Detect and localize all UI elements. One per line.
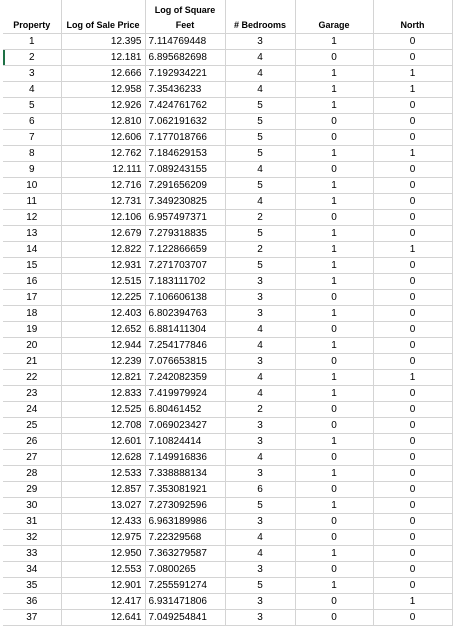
table-row — [3, 466, 452, 482]
cell-garage[interactable]: 1 — [295, 306, 373, 322]
cell-north[interactable]: 0 — [373, 434, 452, 450]
data-table — [3, 0, 453, 626]
cell-property[interactable]: 24 — [3, 402, 61, 418]
cell-property[interactable]: 14 — [3, 242, 61, 258]
cell-log-square-feet[interactable]: 7.089243155 — [145, 162, 225, 178]
cell-property[interactable]: 5 — [3, 98, 61, 114]
cell-log-sale-price[interactable]: 12.601 — [61, 434, 145, 450]
cell-log-sale-price[interactable]: 12.652 — [61, 322, 145, 338]
cell-log-square-feet[interactable]: 7.35436233 — [145, 82, 225, 98]
cell-garage[interactable]: 0 — [295, 114, 373, 130]
table-row — [3, 258, 452, 274]
cell-log-square-feet[interactable]: 7.273092596 — [145, 498, 225, 514]
cell-log-sale-price[interactable]: 12.762 — [61, 146, 145, 162]
cell-log-sale-price[interactable]: 12.731 — [61, 194, 145, 210]
cell-log-square-feet[interactable]: 7.363279587 — [145, 546, 225, 562]
cell-property[interactable]: 1 — [3, 34, 61, 50]
cell-log-square-feet[interactable]: 7.076653815 — [145, 354, 225, 370]
cell-log-square-feet[interactable]: 6.957497371 — [145, 210, 225, 226]
cell-bedrooms[interactable]: 4 — [225, 386, 295, 402]
header-property[interactable]: Property — [3, 17, 61, 34]
cell-north[interactable]: 0 — [373, 466, 452, 482]
table-row — [3, 130, 452, 146]
cell-north[interactable]: 0 — [373, 354, 452, 370]
cell-north[interactable]: 0 — [373, 402, 452, 418]
cell-property[interactable]: 37 — [3, 610, 61, 626]
table-row — [3, 146, 452, 162]
cell-bedrooms[interactable]: 3 — [225, 466, 295, 482]
table-row — [3, 242, 452, 258]
cell-log-square-feet[interactable]: 7.424761762 — [145, 98, 225, 114]
cell-garage[interactable]: 0 — [295, 210, 373, 226]
table-row — [3, 434, 452, 450]
cell-garage[interactable]: 1 — [295, 178, 373, 194]
cell-north[interactable]: 0 — [373, 162, 452, 178]
cell-log-sale-price[interactable]: 12.553 — [61, 562, 145, 578]
cell-property[interactable]: 25 — [3, 418, 61, 434]
cell-log-square-feet[interactable]: 7.122866659 — [145, 242, 225, 258]
cell-log-square-feet[interactable]: 7.353081921 — [145, 482, 225, 498]
cell-property[interactable]: 6 — [3, 114, 61, 130]
cell-garage[interactable]: 1 — [295, 258, 373, 274]
cell-north[interactable]: 0 — [373, 322, 452, 338]
header-north[interactable]: North — [373, 17, 452, 34]
table-row — [3, 226, 452, 242]
cell-garage[interactable]: 1 — [295, 386, 373, 402]
header-cell-empty[interactable] — [61, 0, 145, 17]
cell-log-sale-price[interactable]: 12.239 — [61, 354, 145, 370]
cell-north[interactable]: 0 — [373, 210, 452, 226]
cell-north[interactable]: 0 — [373, 530, 452, 546]
cell-bedrooms[interactable]: 5 — [225, 498, 295, 514]
cell-log-sale-price[interactable]: 12.708 — [61, 418, 145, 434]
cell-garage[interactable]: 1 — [295, 66, 373, 82]
cell-garage[interactable]: 1 — [295, 466, 373, 482]
cell-north[interactable]: 0 — [373, 114, 452, 130]
cell-garage[interactable]: 0 — [295, 354, 373, 370]
cell-north[interactable]: 0 — [373, 274, 452, 290]
cell-bedrooms[interactable]: 3 — [225, 562, 295, 578]
table-row — [3, 610, 452, 626]
cell-log-sale-price[interactable]: 12.641 — [61, 610, 145, 626]
cell-north[interactable]: 0 — [373, 610, 452, 626]
cell-log-square-feet[interactable]: 7.114769448 — [145, 34, 225, 50]
cell-north[interactable]: 1 — [373, 146, 452, 162]
cell-north[interactable]: 0 — [373, 290, 452, 306]
cell-garage[interactable]: 0 — [295, 610, 373, 626]
cell-bedrooms[interactable]: 3 — [225, 594, 295, 610]
cell-log-square-feet[interactable]: 6.802394763 — [145, 306, 225, 322]
cell-log-sale-price[interactable]: 12.931 — [61, 258, 145, 274]
table-row — [3, 114, 452, 130]
cell-garage[interactable]: 0 — [295, 402, 373, 418]
cell-log-square-feet[interactable]: 6.80461452 — [145, 402, 225, 418]
cell-log-square-feet[interactable]: 7.069023427 — [145, 418, 225, 434]
cell-log-sale-price[interactable]: 12.833 — [61, 386, 145, 402]
cell-bedrooms[interactable]: 4 — [225, 82, 295, 98]
header-cell-empty[interactable] — [3, 0, 61, 17]
cell-bedrooms[interactable]: 2 — [225, 210, 295, 226]
cell-bedrooms[interactable]: 4 — [225, 530, 295, 546]
cell-property[interactable]: 8 — [3, 146, 61, 162]
cell-bedrooms[interactable]: 3 — [225, 514, 295, 530]
cell-log-square-feet[interactable]: 6.895682698 — [145, 50, 225, 66]
cell-north[interactable]: 0 — [373, 50, 452, 66]
cell-bedrooms[interactable]: 4 — [225, 194, 295, 210]
cell-bedrooms[interactable]: 4 — [225, 50, 295, 66]
table-row — [3, 402, 452, 418]
cell-bedrooms[interactable]: 5 — [225, 578, 295, 594]
cell-north[interactable]: 0 — [373, 482, 452, 498]
table-row — [3, 322, 452, 338]
cell-property[interactable]: 16 — [3, 274, 61, 290]
cell-property[interactable]: 23 — [3, 386, 61, 402]
cell-north[interactable]: 0 — [373, 514, 452, 530]
table-body — [3, 34, 452, 626]
cell-bedrooms[interactable]: 4 — [225, 338, 295, 354]
table-row — [3, 450, 452, 466]
table-row — [3, 162, 452, 178]
cell-log-sale-price[interactable]: 12.515 — [61, 274, 145, 290]
cell-bedrooms[interactable]: 5 — [225, 258, 295, 274]
cell-log-sale-price[interactable]: 12.716 — [61, 178, 145, 194]
cell-bedrooms[interactable]: 3 — [225, 290, 295, 306]
cell-garage[interactable]: 0 — [295, 562, 373, 578]
header-cell-empty[interactable] — [295, 0, 373, 17]
cell-log-square-feet[interactable]: 7.349230825 — [145, 194, 225, 210]
cell-bedrooms[interactable]: 5 — [225, 98, 295, 114]
table-row — [3, 34, 452, 50]
cell-property[interactable]: 34 — [3, 562, 61, 578]
cell-log-square-feet[interactable]: 7.0800265 — [145, 562, 225, 578]
cell-log-sale-price[interactable]: 12.628 — [61, 450, 145, 466]
cell-bedrooms[interactable]: 5 — [225, 146, 295, 162]
table-row — [3, 530, 452, 546]
cell-garage[interactable]: 1 — [295, 194, 373, 210]
cell-garage[interactable]: 1 — [295, 242, 373, 258]
cell-north[interactable]: 0 — [373, 258, 452, 274]
cell-bedrooms[interactable]: 3 — [225, 434, 295, 450]
cell-bedrooms[interactable]: 3 — [225, 418, 295, 434]
cell-north[interactable]: 1 — [373, 242, 452, 258]
cell-log-square-feet[interactable]: 7.049254841 — [145, 610, 225, 626]
table-header — [3, 0, 452, 34]
header-cell-empty[interactable] — [373, 0, 452, 17]
cell-bedrooms[interactable]: 2 — [225, 402, 295, 418]
cell-log-square-feet[interactable]: 7.254177846 — [145, 338, 225, 354]
cell-log-square-feet[interactable]: 6.963189986 — [145, 514, 225, 530]
cell-property[interactable]: 2 — [3, 50, 61, 66]
cell-north[interactable]: 0 — [373, 226, 452, 242]
cell-log-sale-price[interactable]: 12.106 — [61, 210, 145, 226]
cell-garage[interactable]: 0 — [295, 322, 373, 338]
cell-log-square-feet[interactable]: 7.149916836 — [145, 450, 225, 466]
cell-log-sale-price[interactable]: 12.225 — [61, 290, 145, 306]
cell-north[interactable]: 0 — [373, 306, 452, 322]
cell-garage[interactable]: 0 — [295, 450, 373, 466]
cell-log-square-feet[interactable]: 6.881411304 — [145, 322, 225, 338]
cell-property[interactable]: 30 — [3, 498, 61, 514]
table-row — [3, 514, 452, 530]
table-row — [3, 210, 452, 226]
cell-bedrooms[interactable]: 6 — [225, 482, 295, 498]
cell-bedrooms[interactable]: 5 — [225, 178, 295, 194]
cell-bedrooms[interactable]: 4 — [225, 162, 295, 178]
cell-log-sale-price[interactable]: 12.111 — [61, 162, 145, 178]
table-row — [3, 98, 452, 114]
cell-bedrooms[interactable]: 5 — [225, 130, 295, 146]
header-row-top — [3, 0, 452, 17]
cell-property[interactable]: 10 — [3, 178, 61, 194]
cell-property[interactable]: 13 — [3, 226, 61, 242]
cell-bedrooms[interactable]: 3 — [225, 354, 295, 370]
cell-log-square-feet[interactable]: 7.22329568 — [145, 530, 225, 546]
cell-garage[interactable]: 1 — [295, 434, 373, 450]
cell-north[interactable]: 1 — [373, 82, 452, 98]
cell-bedrooms[interactable]: 4 — [225, 546, 295, 562]
table-row — [3, 274, 452, 290]
cell-bedrooms[interactable]: 3 — [225, 34, 295, 50]
table-row — [3, 546, 452, 562]
cell-property[interactable]: 32 — [3, 530, 61, 546]
cell-log-sale-price[interactable]: 12.857 — [61, 482, 145, 498]
cell-garage[interactable]: 1 — [295, 226, 373, 242]
table-row — [3, 178, 452, 194]
cell-bedrooms[interactable]: 3 — [225, 274, 295, 290]
cell-log-sale-price[interactable]: 12.525 — [61, 402, 145, 418]
cell-north[interactable]: 0 — [373, 546, 452, 562]
header-row-bottom — [3, 17, 452, 34]
cell-north[interactable]: 0 — [373, 178, 452, 194]
cell-property[interactable]: 11 — [3, 194, 61, 210]
cell-north[interactable]: 0 — [373, 578, 452, 594]
table-row — [3, 354, 452, 370]
header-cell-empty[interactable] — [225, 0, 295, 17]
cell-bedrooms[interactable]: 2 — [225, 242, 295, 258]
cell-garage[interactable]: 0 — [295, 50, 373, 66]
cell-property[interactable]: 15 — [3, 258, 61, 274]
table-row — [3, 338, 452, 354]
cell-log-square-feet[interactable]: 7.255591274 — [145, 578, 225, 594]
cell-garage[interactable]: 0 — [295, 594, 373, 610]
cell-property[interactable]: 31 — [3, 514, 61, 530]
cell-north[interactable]: 0 — [373, 338, 452, 354]
cell-property[interactable]: 17 — [3, 290, 61, 306]
cell-log-square-feet[interactable]: 7.177018766 — [145, 130, 225, 146]
cell-log-sale-price[interactable]: 12.958 — [61, 82, 145, 98]
cell-bedrooms[interactable]: 3 — [225, 306, 295, 322]
header-log-sale-price[interactable]: Log of Sale Price — [61, 17, 145, 34]
cell-log-sale-price[interactable]: 12.395 — [61, 34, 145, 50]
cell-log-sale-price[interactable]: 12.417 — [61, 594, 145, 610]
cell-log-sale-price[interactable]: 12.181 — [61, 50, 145, 66]
cell-log-sale-price[interactable]: 12.821 — [61, 370, 145, 386]
cell-north[interactable]: 0 — [373, 98, 452, 114]
cell-bedrooms[interactable]: 4 — [225, 370, 295, 386]
header-garage[interactable]: Garage — [295, 17, 373, 34]
cell-property[interactable]: 21 — [3, 354, 61, 370]
cell-property[interactable]: 36 — [3, 594, 61, 610]
cell-log-sale-price[interactable]: 12.975 — [61, 530, 145, 546]
table-row — [3, 498, 452, 514]
cell-property[interactable]: 26 — [3, 434, 61, 450]
table-row — [3, 82, 452, 98]
cell-log-square-feet[interactable]: 7.192934221 — [145, 66, 225, 82]
table-row — [3, 290, 452, 306]
cell-property[interactable]: 18 — [3, 306, 61, 322]
cell-bedrooms[interactable]: 5 — [225, 226, 295, 242]
cell-garage[interactable]: 1 — [295, 546, 373, 562]
table-row — [3, 418, 452, 434]
cell-garage[interactable]: 0 — [295, 530, 373, 546]
cell-log-square-feet[interactable]: 7.106606138 — [145, 290, 225, 306]
cell-north[interactable]: 1 — [373, 370, 452, 386]
cell-garage[interactable]: 0 — [295, 130, 373, 146]
cell-log-sale-price[interactable]: 12.679 — [61, 226, 145, 242]
cell-property[interactable]: 12 — [3, 210, 61, 226]
cell-property[interactable]: 19 — [3, 322, 61, 338]
cell-property[interactable]: 28 — [3, 466, 61, 482]
cell-bedrooms[interactable]: 4 — [225, 450, 295, 466]
cell-north[interactable]: 0 — [373, 450, 452, 466]
table-row — [3, 306, 452, 322]
cell-log-sale-price[interactable]: 12.433 — [61, 514, 145, 530]
cell-north[interactable]: 1 — [373, 66, 452, 82]
cell-log-square-feet[interactable]: 7.279318835 — [145, 226, 225, 242]
header-log-square-bottom[interactable]: Feet — [145, 17, 225, 34]
cell-log-square-feet[interactable]: 7.10824414 — [145, 434, 225, 450]
table-row — [3, 66, 452, 82]
cell-log-square-feet[interactable]: 7.419979924 — [145, 386, 225, 402]
cell-north[interactable]: 0 — [373, 386, 452, 402]
cell-garage[interactable]: 1 — [295, 370, 373, 386]
cell-garage[interactable]: 1 — [295, 498, 373, 514]
cell-north[interactable]: 1 — [373, 594, 452, 610]
cell-property[interactable]: 33 — [3, 546, 61, 562]
header-log-square-top[interactable]: Log of Square — [145, 0, 225, 17]
cell-garage[interactable]: 1 — [295, 82, 373, 98]
cell-garage[interactable]: 1 — [295, 146, 373, 162]
cell-property[interactable]: 4 — [3, 82, 61, 98]
cell-garage[interactable]: 1 — [295, 98, 373, 114]
table-row — [3, 386, 452, 402]
header-bedrooms[interactable]: # Bedrooms — [225, 17, 295, 34]
cell-log-sale-price[interactable]: 12.810 — [61, 114, 145, 130]
cell-log-square-feet[interactable]: 7.338888134 — [145, 466, 225, 482]
table-row — [3, 194, 452, 210]
cell-log-square-feet[interactable]: 7.291656209 — [145, 178, 225, 194]
cell-garage[interactable]: 0 — [295, 162, 373, 178]
cell-log-sale-price[interactable]: 12.822 — [61, 242, 145, 258]
cell-garage[interactable]: 0 — [295, 290, 373, 306]
cell-log-sale-price[interactable]: 12.606 — [61, 130, 145, 146]
cell-log-sale-price[interactable]: 12.403 — [61, 306, 145, 322]
table-row — [3, 562, 452, 578]
cell-bedrooms[interactable]: 4 — [225, 66, 295, 82]
cell-log-square-feet[interactable]: 7.183111702 — [145, 274, 225, 290]
cell-north[interactable]: 0 — [373, 34, 452, 50]
cell-log-sale-price[interactable]: 12.950 — [61, 546, 145, 562]
cell-north[interactable]: 0 — [373, 418, 452, 434]
cell-north[interactable]: 0 — [373, 130, 452, 146]
cell-log-square-feet[interactable]: 7.184629153 — [145, 146, 225, 162]
cell-garage[interactable]: 1 — [295, 578, 373, 594]
cell-property[interactable]: 29 — [3, 482, 61, 498]
table-row — [3, 370, 452, 386]
cell-property[interactable]: 35 — [3, 578, 61, 594]
table-row — [3, 578, 452, 594]
cell-log-sale-price[interactable]: 12.901 — [61, 578, 145, 594]
cell-north[interactable]: 0 — [373, 562, 452, 578]
cell-north[interactable]: 0 — [373, 498, 452, 514]
cell-property[interactable]: 9 — [3, 162, 61, 178]
cell-bedrooms[interactable]: 5 — [225, 114, 295, 130]
cell-log-sale-price[interactable]: 13.027 — [61, 498, 145, 514]
cell-log-sale-price[interactable]: 12.944 — [61, 338, 145, 354]
cell-log-sale-price[interactable]: 12.533 — [61, 466, 145, 482]
cell-garage[interactable]: 0 — [295, 482, 373, 498]
cell-garage[interactable]: 1 — [295, 338, 373, 354]
cell-bedrooms[interactable]: 3 — [225, 610, 295, 626]
cell-garage[interactable]: 0 — [295, 418, 373, 434]
cell-log-square-feet[interactable]: 6.931471806 — [145, 594, 225, 610]
cell-log-sale-price[interactable]: 12.926 — [61, 98, 145, 114]
cell-property[interactable]: 20 — [3, 338, 61, 354]
cell-property[interactable]: 22 — [3, 370, 61, 386]
table-row — [3, 50, 452, 66]
cell-property[interactable]: 3 — [3, 66, 61, 82]
cell-log-square-feet[interactable]: 7.242082359 — [145, 370, 225, 386]
cell-bedrooms[interactable]: 4 — [225, 322, 295, 338]
cell-log-square-feet[interactable]: 7.271703707 — [145, 258, 225, 274]
cell-garage[interactable]: 1 — [295, 274, 373, 290]
cell-garage[interactable]: 1 — [295, 34, 373, 50]
cell-log-square-feet[interactable]: 7.062191632 — [145, 114, 225, 130]
cell-property[interactable]: 27 — [3, 450, 61, 466]
cell-north[interactable]: 0 — [373, 194, 452, 210]
cell-property[interactable]: 7 — [3, 130, 61, 146]
cell-log-sale-price[interactable]: 12.666 — [61, 66, 145, 82]
table-row — [3, 482, 452, 498]
cell-garage[interactable]: 0 — [295, 514, 373, 530]
